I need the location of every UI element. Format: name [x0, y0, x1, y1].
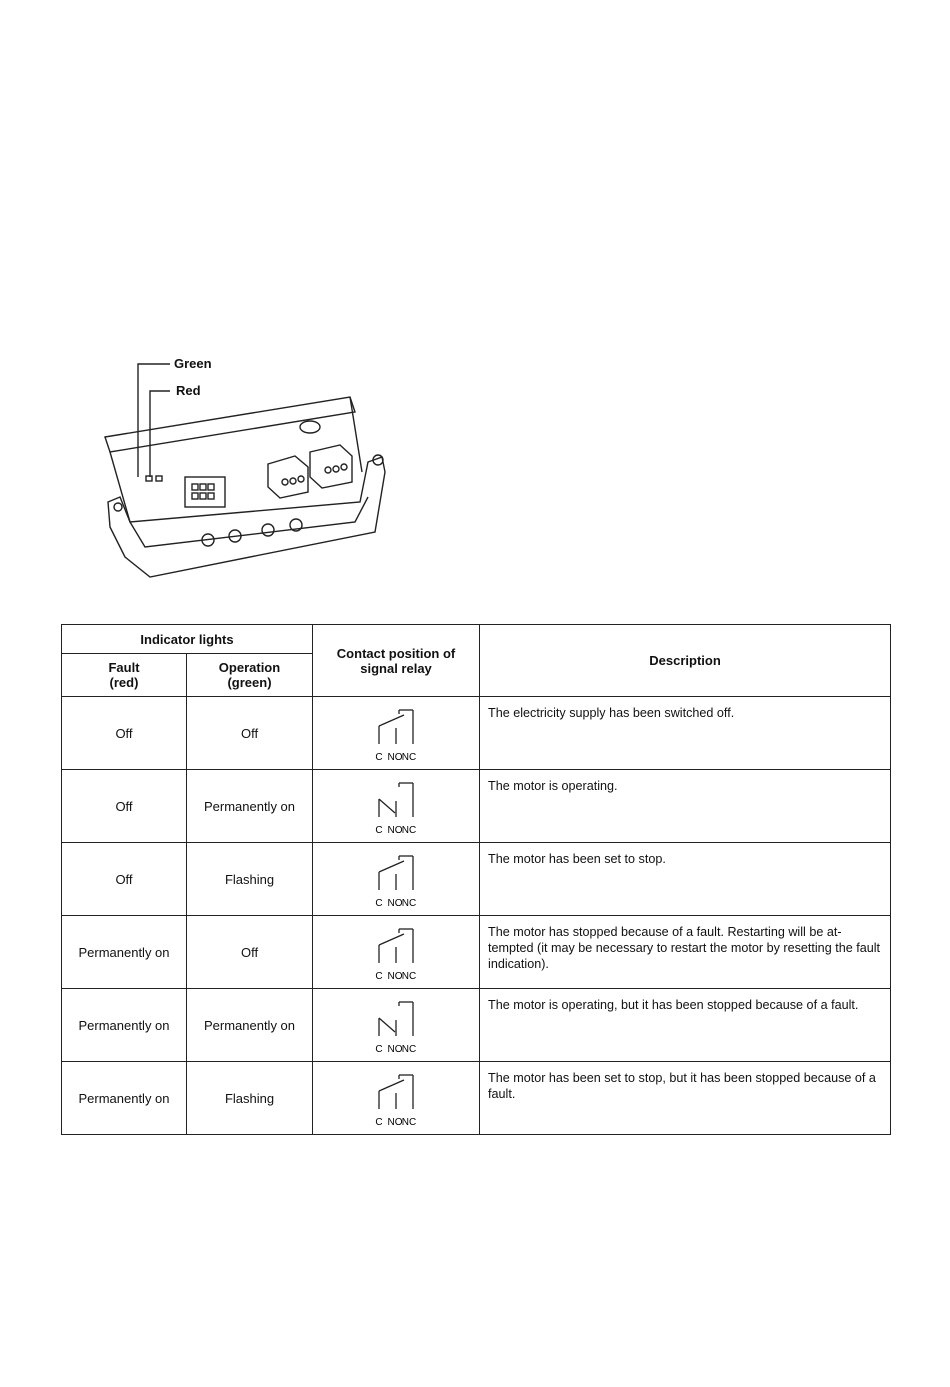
operation-header-line-1: Operation [218, 660, 281, 675]
relay-label-no: NO [387, 752, 403, 763]
description-cell: The motor has stopped because of a fault. Restarting will be at-tempted (it may be necessary to restart the motor by resetting the fault indication). [480, 916, 891, 989]
table-row [62, 916, 891, 989]
table-row [62, 989, 891, 1062]
description-cell: The motor is operating. [480, 770, 891, 843]
relay-label-c: C [375, 825, 383, 836]
fault-header [62, 654, 187, 697]
indicator-lights-header: Indicator lights [62, 625, 313, 654]
green-leader-line [138, 364, 170, 477]
relay-cell [313, 916, 480, 989]
relay-label-no: NO [387, 1117, 403, 1128]
contact-header-line-1: Contact position of [336, 645, 456, 661]
fault-cell: Off [62, 770, 187, 843]
relay-label-no: NO [387, 898, 403, 909]
table-row [62, 770, 891, 843]
table-row [62, 843, 891, 916]
table-body [62, 697, 891, 1135]
relay-contact-icon [361, 919, 431, 985]
contact-position-header [313, 625, 480, 697]
relay-label-c: C [375, 898, 383, 909]
relay-cell [313, 1062, 480, 1135]
table-row [62, 1062, 891, 1135]
controller-drawing [100, 352, 400, 592]
relay-cell [313, 843, 480, 916]
fault-cell: Permanently on [62, 916, 187, 989]
relay-label-c: C [375, 752, 383, 763]
contact-header-line-2: signal relay [360, 660, 432, 676]
fault-header-line-1: Fault [108, 660, 140, 675]
description-cell: The motor has been set to stop, but it has been stopped because of a fault. [480, 1062, 891, 1135]
indicator-lights-table [61, 624, 891, 1135]
operation-cell: Permanently on [187, 770, 313, 843]
red-led-callout: Red [176, 383, 201, 398]
relay-label-nc: NC [401, 971, 417, 982]
description-cell: The motor is operating, but it has been stopped because of a fault. [480, 989, 891, 1062]
relay-label-c: C [375, 1044, 383, 1055]
operation-header [187, 654, 313, 697]
operation-cell: Flashing [187, 1062, 313, 1135]
fault-cell: Permanently on [62, 989, 187, 1062]
operation-header-line-2: (green) [227, 675, 272, 690]
operation-cell: Off [187, 916, 313, 989]
description-header: Description [480, 625, 891, 697]
relay-contact-icon [361, 846, 431, 912]
relay-label-c: C [375, 1117, 383, 1128]
relay-contact-icon [361, 992, 431, 1058]
relay-label-nc: NC [401, 752, 417, 763]
fault-cell: Off [62, 697, 187, 770]
fault-cell: Off [62, 843, 187, 916]
operation-cell: Flashing [187, 843, 313, 916]
relay-label-nc: NC [401, 1117, 417, 1128]
operation-cell: Permanently on [187, 989, 313, 1062]
relay-label-no: NO [387, 825, 403, 836]
relay-label-no: NO [387, 1044, 403, 1055]
relay-contact-icon [361, 700, 431, 766]
red-leader-line [150, 391, 170, 477]
relay-label-nc: NC [401, 825, 417, 836]
operation-cell: Off [187, 697, 313, 770]
controller-figure [100, 352, 400, 592]
relay-label-no: NO [387, 971, 403, 982]
table-row [62, 697, 891, 770]
relay-label-c: C [375, 971, 383, 982]
description-cell: The electricity supply has been switched off. [480, 697, 891, 770]
relay-label-nc: NC [401, 1044, 417, 1055]
fault-cell: Permanently on [62, 1062, 187, 1135]
relay-label-nc: NC [401, 898, 417, 909]
green-led-callout: Green [174, 356, 212, 371]
description-cell: The motor has been set to stop. [480, 843, 891, 916]
relay-contact-icon [361, 773, 431, 839]
relay-cell [313, 770, 480, 843]
relay-cell [313, 697, 480, 770]
relay-cell [313, 989, 480, 1062]
fault-header-line-2: (red) [109, 675, 139, 690]
relay-contact-icon [361, 1065, 431, 1131]
